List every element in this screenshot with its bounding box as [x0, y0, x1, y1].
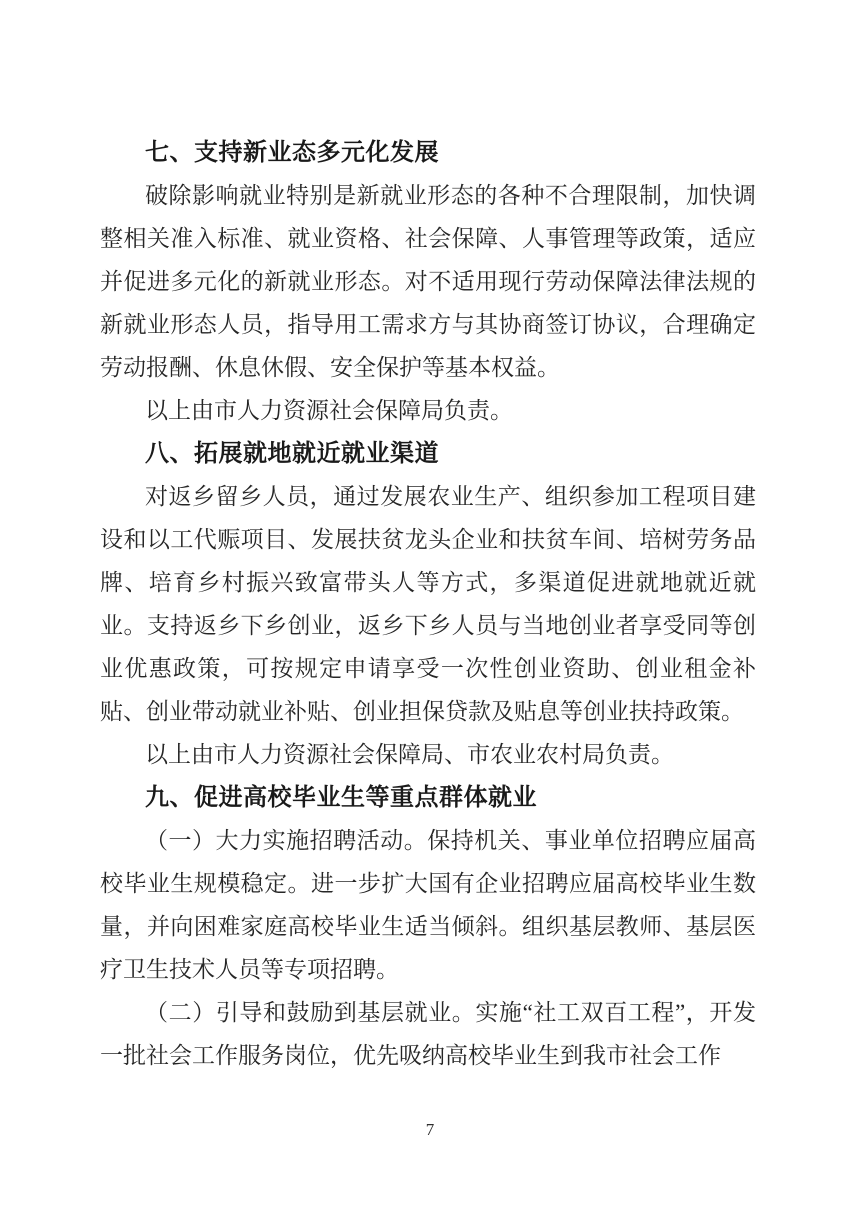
paragraph: 对返乡留乡人员，通过发展农业生产、组织参加工程项目建设和以工代赈项目、发展扶贫龙头企业和扶贫车间、培树劳务品牌、培育乡村振兴致富带头人等方式，多渠道促进就地就近就业。支持返乡下乡创业，返乡下乡人员与当地创业者享受同等创业优惠政策，可按规定申请享受一次性创业资助、创业租金补贴、创业带动就业补贴、创业担保贷款及贴息等创业扶持政策。	[100, 484, 756, 724]
paragraph: （二）引导和鼓励到基层就业。实施“社工双百工程”，开发一批社会工作服务岗位，优先吸纳高校毕业生到我市社会工作	[100, 1000, 756, 1068]
page-number: 7	[425, 1120, 435, 1139]
document-body	[100, 131, 756, 1077]
section-heading-9: 九、促进高校毕业生等重点群体就业	[145, 784, 537, 811]
paragraph: 破除影响就业特别是新就业形态的各种不合理限制，加快调整相关准入标准、就业资格、社会保障、人事管理等政策，适应并促进多元化的新就业形态。对不适用现行劳动保障法律法规的新就业形态人员，指导用工需求方与其协商签订协议，合理确定劳动报酬、休息休假、安全保护等基本权益。	[100, 183, 756, 380]
responsibility-note: 以上由市人力资源社会保障局、市农业农村局负责。	[145, 742, 674, 767]
section-heading-8: 八、拓展就地就近就业渠道	[145, 440, 439, 467]
paragraph: （一）大力实施招聘活动。保持机关、事业单位招聘应届高校毕业生规模稳定。进一步扩大国有企业招聘应届高校毕业生数量，并向困难家庭高校毕业生适当倾斜。组织基层教师、基层医疗卫生技术人员等专项招聘。	[100, 828, 756, 982]
responsibility-note: 以上由市人力资源社会保障局负责。	[145, 398, 513, 423]
section-heading-7: 七、支持新业态多元化发展	[145, 139, 439, 166]
